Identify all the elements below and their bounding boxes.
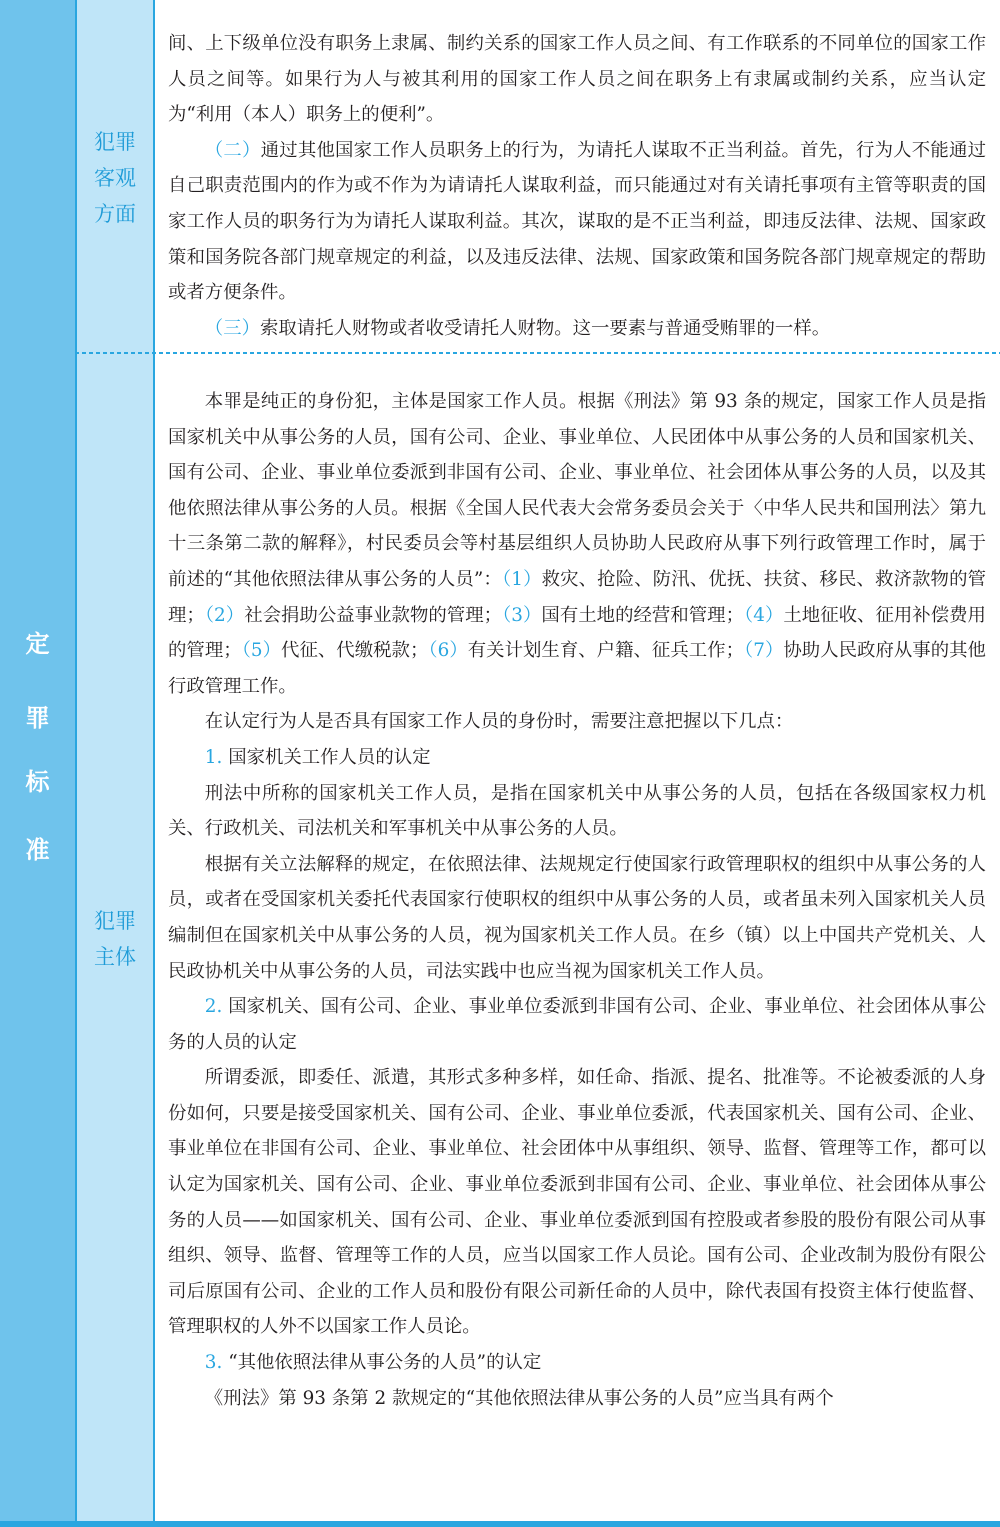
subheading-number: 2. — [204, 996, 223, 1018]
list-item-text: 救灾、抢险、防汛、优抚、扶贫、移民、救济款物的管理； — [168, 568, 986, 626]
row-divider — [75, 352, 1000, 354]
subheading-text: “其他依照法律从事公务的人员”的认定 — [228, 1352, 542, 1374]
item-marker: （三） — [204, 317, 260, 339]
list-item-text: 社会捐助公益事业款物的管理； — [244, 604, 503, 626]
outer-label-char: 准 — [25, 836, 50, 864]
subheading — [168, 1345, 986, 1381]
outer-label-column — [0, 0, 75, 1522]
outer-label-char: 标 — [25, 768, 50, 796]
paragraph-text: 本罪是纯正的身份犯，主体是国家工作人员。根据《刑法》第 93 条的规定，国家工作人员是指国家机关中从事公务的人员，国有公司、企业、事业单位、人民团体中从事公务的人员和国家机关、国有公司、企业、事业单位委派到非国有公司、企业、事业单位、社会团体从事公务的人员，以及其他依照法律从事公务的人员。根据《全国人民代表大会常务委员会关于〈中华人民共和国刑法〉第九十三条第二款的解释》，村民委员会等村基层组织人员协助人民政府从事下列行政管理工作时，属于前述的“其他依照法律从事公务的人员”： — [168, 391, 986, 590]
list-item-text: 有关计划生育、户籍、征兵工作； — [467, 640, 744, 662]
list-item-text: 代征、代缴税款； — [281, 640, 429, 662]
paragraph: 间、上下级单位没有职务上隶属、制约关系的国家工作人员之间、有工作联系的不同单位的国家工作人员之间等。如果行为人与被其利用的国家工作人员之间在职务上有隶属或制约关系，应当认定为“利用（本人）职务上的便利”。 — [168, 33, 986, 126]
paragraph-text: 索取请托人财物或者收受请托人财物。这一要素与普通受贿罪的一样。 — [259, 317, 831, 339]
subject-content — [168, 384, 986, 1416]
paragraph: 在认定行为人是否具有国家工作人员的身份时，需要注意把握以下几点： — [204, 711, 794, 733]
subheading-text: 国家机关工作人员的认定 — [228, 746, 431, 768]
list-item-text: 国有土地的经营和管理； — [541, 604, 744, 626]
objective-content — [168, 26, 986, 346]
row-label-line: 犯罪 — [94, 909, 136, 933]
subheading — [168, 740, 986, 776]
list-number: （2） — [204, 604, 245, 626]
paragraph: 根据有关立法解释的规定，在依照法律、法规规定行使国家行政管理职权的组织中从事公务的人员，或者在受国家机关委托代表国家行使职权的组织中从事公务的人员，或者虽未列入国家机关人员编制但在国家机关中从事公务的人员，视为国家机关工作人员。在乡（镇）以上中国共产党机关、人民政协机关中从事公务的人员，司法实践中也应当视为国家机关工作人员。 — [168, 853, 986, 982]
outer-label-char: 罪 — [25, 704, 50, 732]
item-marker: （二） — [204, 139, 261, 161]
list-number: （3） — [502, 604, 542, 626]
subheading-number: 3. — [204, 1352, 223, 1374]
row-label-line: 犯罪 — [94, 130, 136, 154]
list-number: （6） — [428, 640, 468, 662]
row-label-line: 方面 — [94, 202, 136, 226]
row-label-objective — [75, 124, 155, 232]
paragraph — [168, 133, 986, 311]
bottom-border — [0, 1521, 1000, 1527]
paragraph — [168, 311, 986, 347]
list-number: （5） — [241, 640, 282, 662]
list-item-text: 土地征收、征用补偿费用的管理； — [168, 604, 986, 662]
paragraph: 《刑法》第 93 条第 2 款规定的“其他依照法律从事公务的人员”应当具有两个 — [204, 1387, 834, 1409]
outer-label-char: 定 — [25, 630, 50, 658]
subheading-text: 国家机关、国有公司、企业、事业单位委派到非国有公司、企业、事业单位、社会团体从事公务的人员的认定 — [168, 996, 986, 1053]
row-label-line: 客观 — [94, 166, 136, 190]
paragraph — [168, 384, 986, 704]
list-number: （4） — [743, 604, 784, 626]
paragraph: 刑法中所称的国家机关工作人员，是指在国家机关中从事公务的人员，包括在各级国家权力机关、行政机关、司法机关和军事机关中从事公务的人员。 — [168, 782, 986, 840]
row-label-subject — [75, 903, 155, 975]
list-number: （7） — [743, 640, 784, 662]
subheading — [168, 989, 986, 1060]
row-label-line: 主体 — [94, 945, 136, 969]
list-item-text: 协助人民政府从事的其他行政管理工作。 — [168, 640, 986, 697]
paragraph-text: 通过其他国家工作人员职务上的行为，为请托人谋取不正当利益。首先，行为人不能通过自己职责范围内的作为或不作为为请请托人谋取利益，而只能通过对有关请托事项有主管等职责的国家工作人员的职务行为为请托人谋取利益。其次，谋取的是不正当利益，即违反法律、法规、国家政策和国务院各部门规章规定的利益，以及违反法律、法规、国家政策和国务院各部门规章规定的帮助或者方便条件。 — [168, 139, 986, 304]
paragraph: 所谓委派，即委任、派遣，其形式多种多样，如任命、指派、提名、批准等。不论被委派的人身份如何，只要是接受国家机关、国有公司、企业、事业单位委派，代表国家机关、国有公司、企业、事业单位在非国有公司、企业、事业单位、社会团体中从事组织、领导、监督、管理等工作，都可以认定为国家机关、国有公司、企业、事业单位委派到非国有公司、企业、事业单位、社会团体从事公务的人员——如国家机关、国有公司、企业、事业单位委派到国有控股或者参股的股份有限公司从事组织、领导、监督、管理等工作的人员，应当以国家工作人员论。国有公司、企业改制为股份有限公司后原国有公司、企业的工作人员和股份有限公司新任命的人员中，除代表国有投资主体行使监督、管理职权的人外不以国家工作人员论。 — [168, 1067, 986, 1338]
list-number: （1） — [501, 568, 542, 590]
subheading-number: 1. — [204, 746, 223, 768]
